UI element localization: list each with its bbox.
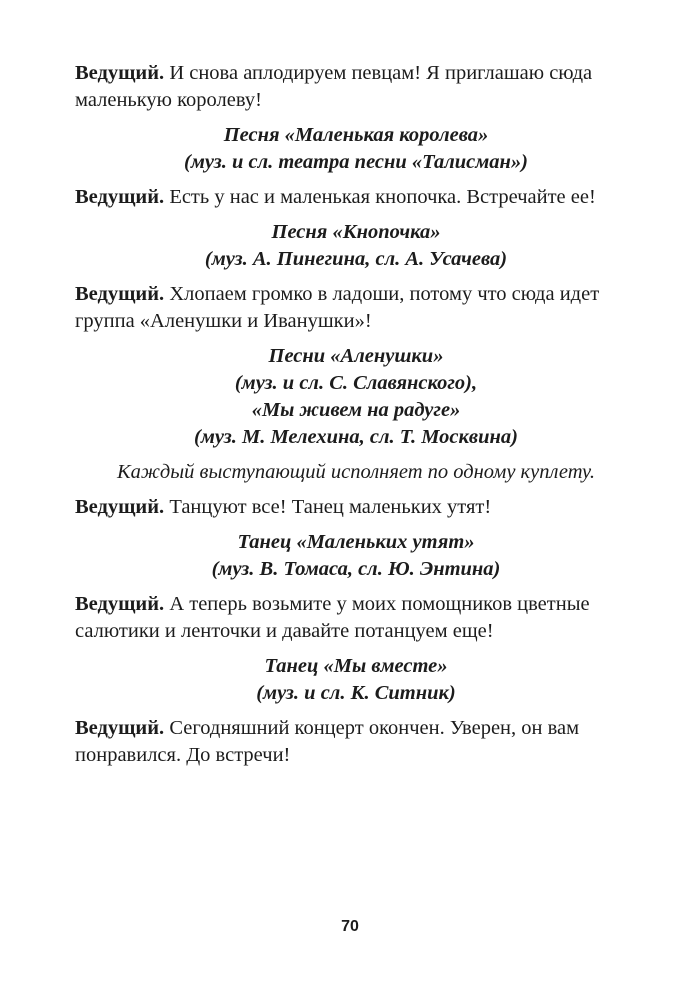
stage-direction: Каждый выступающий исполняет по одному куплету.: [117, 461, 595, 483]
host-line-text: Хлопаем громко в ладоши, потому что сюда идет группа «Аленушки и Иванушки»!: [75, 283, 600, 332]
song-credits: (муз. М. Мелехина, сл. Т. Москвина): [194, 426, 518, 448]
song-title-block-2: [75, 219, 637, 273]
speaker-label: Ведущий.: [75, 283, 165, 305]
host-line-text: И снова аплодируем певцам! Я приглашаю сюда маленькую королеву!: [75, 62, 593, 111]
song-credits: (муз. А. Пинегина, сл. А. Усачева): [204, 248, 508, 270]
host-paragraph-4: [75, 494, 637, 521]
song-title-block-3: [75, 343, 637, 451]
song-credits: (муз. и сл. С. Славянского),: [234, 372, 478, 394]
dance-title: Танец «Мы вместе»: [264, 655, 448, 677]
dance-title-block-2: [75, 653, 637, 707]
host-paragraph-3: [75, 281, 637, 335]
speaker-label: Ведущий.: [75, 496, 165, 518]
page-number: 70: [341, 918, 359, 935]
speaker-label: Ведущий.: [75, 186, 165, 208]
host-paragraph-2: [75, 184, 637, 211]
song-title: Песни «Аленушки»: [268, 345, 444, 367]
song-title: Песня «Кнопочка»: [271, 221, 441, 243]
host-paragraph-5: [75, 591, 637, 645]
host-line-text: А теперь возьмите у моих помощников цветные салютики и ленточки и давайте потанцуем еще!: [75, 593, 590, 642]
host-paragraph-6: [75, 715, 637, 769]
dance-title: Танец «Маленьких утят»: [237, 531, 475, 553]
host-line-text: Есть у нас и маленькая кнопочка. Встречайте ее!: [169, 186, 596, 208]
host-paragraph-1: [75, 60, 637, 114]
speaker-label: Ведущий.: [75, 593, 165, 615]
dance-credits: (муз. В. Томаса, сл. Ю. Энтина): [211, 558, 501, 580]
speaker-label: Ведущий.: [75, 717, 165, 739]
song-title: Песня «Маленькая королева»: [223, 124, 489, 146]
dance-credits: (муз. и сл. К. Ситник): [256, 682, 456, 704]
host-line-text: Сегодняшний концерт окончен. Уверен, он вам понравился. До встречи!: [75, 717, 580, 766]
song-title-block-1: [75, 122, 637, 176]
page-body: [75, 60, 637, 777]
song-title: «Мы живем на радуге»: [251, 399, 461, 421]
song-credits: (муз. и сл. театра песни «Талисман»): [184, 151, 528, 173]
speaker-label: Ведущий.: [75, 62, 165, 84]
host-line-text: Танцуют все! Танец маленьких утят!: [169, 496, 492, 518]
dance-title-block-1: [75, 529, 637, 583]
